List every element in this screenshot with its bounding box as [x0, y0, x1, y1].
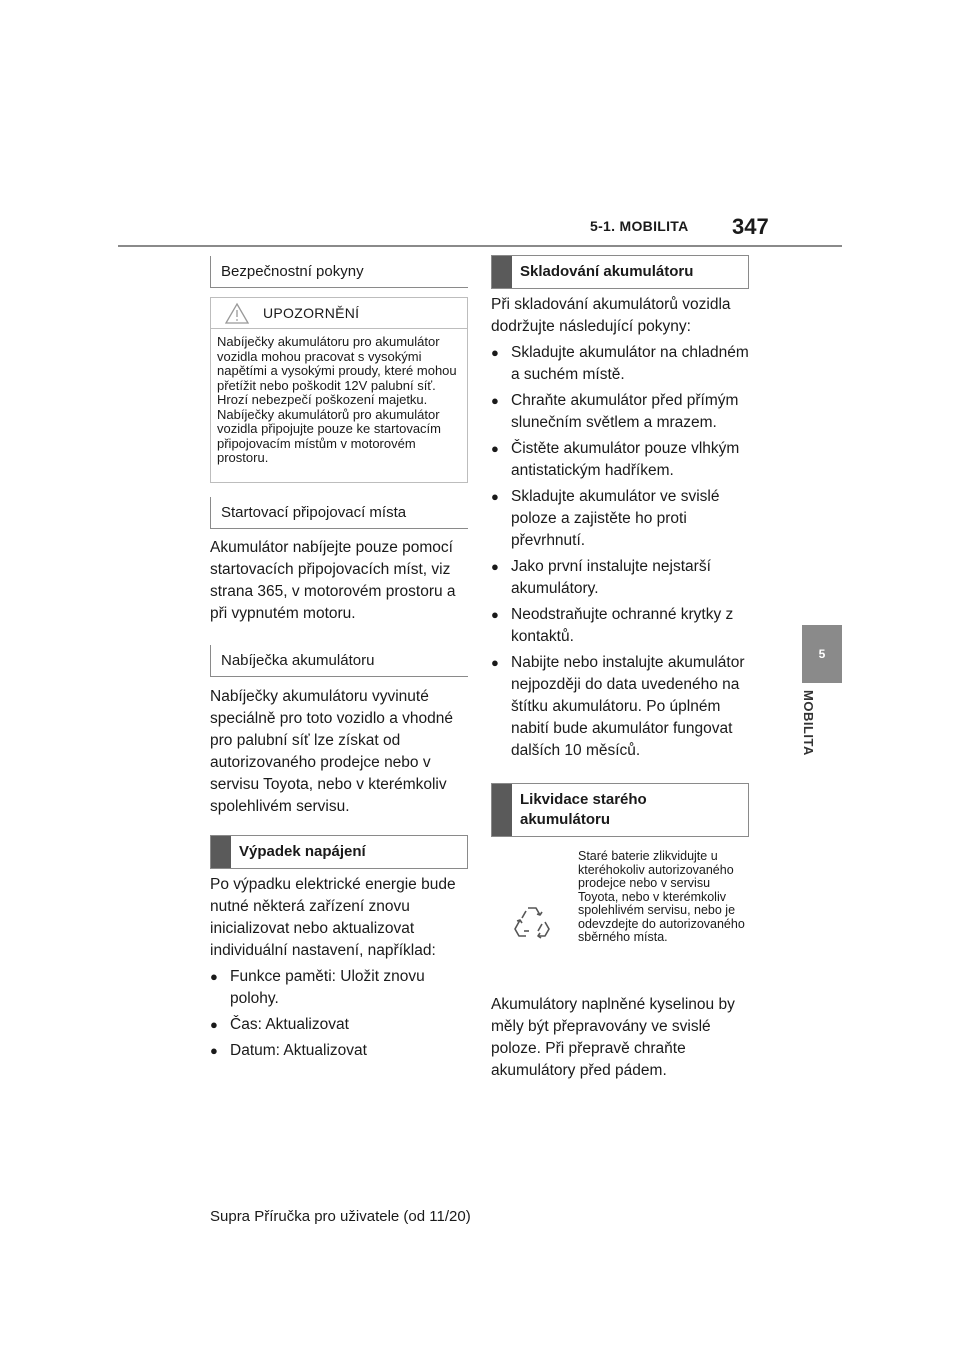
charger-paragraph: Nabíječky akumulátoru vyvinuté speciálně pro toto vozidlo a vhodné pro palubní síť lze získat od autorizovaného prodejce nebo v servisu Toyota, nebo v kterémkoliv spolehlivém servisu.: [210, 688, 453, 815]
outage-heading-text: Výpadek napájení: [239, 843, 366, 860]
outage-list: [210, 966, 468, 1066]
storage-intro: [491, 294, 749, 338]
list-item: ● Chraňte akumulátor před přímým slunečním světlem a mrazem.: [491, 390, 749, 434]
list-item: ● Datum: Aktualizovat: [210, 1040, 468, 1062]
storage-heading: [491, 255, 749, 289]
header-divider: [118, 245, 842, 247]
storage-heading-text: Skladování akumulátoru: [520, 263, 694, 280]
list-item: ● Skladujte akumulátor ve svislé poloze a zajistěte ho proti převrhnutí.: [491, 486, 749, 552]
list-item: ● Neodstraňujte ochranné krytky z kontaktů.: [491, 604, 749, 648]
heading-bar: [492, 256, 512, 288]
outage-text: [210, 874, 468, 962]
warning-title: UPOZORNĚNÍ: [263, 305, 360, 321]
footer-text: Supra Příručka pro uživatele (od 11/20): [210, 1208, 471, 1225]
chapter-label: MOBILITA: [801, 690, 816, 756]
disposal-paragraph: Akumulátory naplněné kyselinou by měly být přepravovány ve svislé poloze. Při přepravě chraňte akumulátory před pádem.: [491, 996, 735, 1079]
disposal-heading-text: Likvidace starého akumulátoru: [520, 791, 647, 828]
warning-triangle-icon: [225, 302, 249, 324]
disposal-heading: [491, 783, 749, 837]
warning-box: [210, 297, 468, 483]
start-points-heading: Startovací připojovací místa: [210, 497, 468, 529]
storage-list: [491, 342, 749, 766]
list-item: ● Funkce paměti: Uložit znovu polohy.: [210, 966, 468, 1010]
warning-text: Nabíječky akumulátoru pro akumulátor vozidla mohou pracovat s vysokými napětími a vysokými proudy, které mohou přetížit nebo poškodit 12V palubní síť. Hrozí nebezpečí poškození majetku. Nabíječky akumulátorů pro akumulátor vozidla připojujte pouze ke startovacím připojovacím místům v motorovém prostoru.: [217, 334, 457, 465]
storage-intro-paragraph: Při skladování akumulátorů vozidla dodržujte následující pokyny:: [491, 296, 731, 335]
outage-heading: [210, 835, 468, 869]
warning-header: [211, 298, 467, 329]
outage-paragraph: Po výpadku elektrické energie bude nutné některá zařízení znovu inicializovat nebo aktualizovat individuální nastavení, například:: [210, 876, 456, 959]
list-item: ● Jako první instalujte nejstarší akumulátory.: [491, 556, 749, 600]
start-points-text: [210, 537, 468, 625]
start-points-paragraph: Akumulátor nabíjejte pouze pomocí startovacích připojovacích míst, viz strana 365, v motorovém prostoru a při vypnutém motoru.: [210, 539, 456, 622]
heading-bar: [492, 784, 512, 836]
section-title: 5-1. MOBILITA: [590, 218, 689, 234]
list-item: ● Skladujte akumulátor na chladném a suchém místě.: [491, 342, 749, 386]
heading-bar: [211, 836, 231, 868]
charger-text: [210, 686, 468, 818]
disposal-text: [491, 994, 749, 1082]
list-item: ● Čas: Aktualizovat: [210, 1014, 468, 1036]
charger-heading: Nabíječka akumulátoru: [210, 645, 468, 677]
recycle-icon: [512, 902, 552, 942]
disposal-note: Staré baterie zlikvidujte u kteréhokoliv autorizovaného prodejce nebo v servisu Toyota, nebo v kterémkoliv spolehlivém servisu, nebo je odevzdejte do autorizovaného sběrného místa.: [578, 849, 745, 944]
safety-heading: Bezpečnostní pokyny: [210, 256, 468, 288]
chapter-tab: 5: [802, 625, 842, 683]
page-number: 347: [732, 214, 769, 239]
list-item: ● Čistěte akumulátor pouze vlhkým antistatickým hadříkem.: [491, 438, 749, 482]
list-item: ● Nabijte nebo instalujte akumulátor nejpozději do data uvedeného na štítku akumulátoru. Po úplném nabití bude akumulátor fungovat dalších 10 měsíců.: [491, 652, 749, 762]
